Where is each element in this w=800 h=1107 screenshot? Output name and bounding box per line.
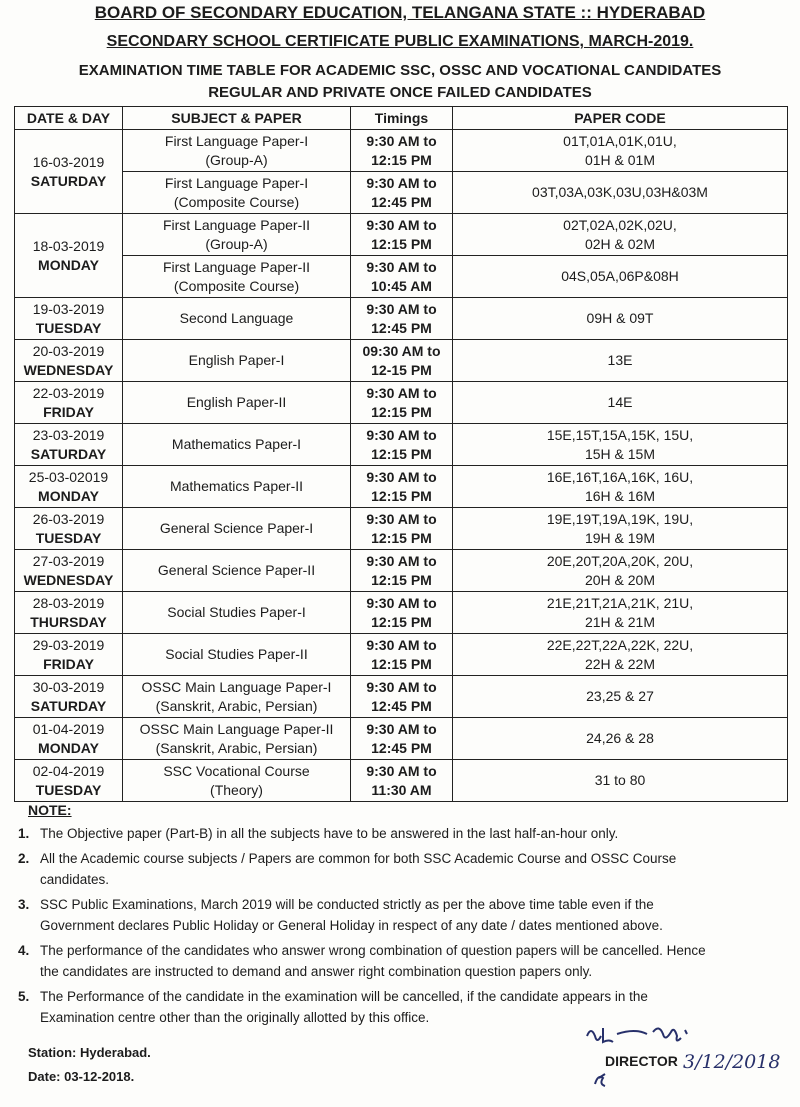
subject-cell-line: (Sanskrit, Arabic, Persian) (155, 739, 318, 756)
subject-cell-line: First Language Paper-II (162, 258, 311, 275)
subject-cell-line: (Composite Course) (173, 277, 300, 294)
paper-code-cell-line: 31 to 80 (594, 772, 646, 788)
subject-cell-line: General Science Paper-I (159, 520, 314, 536)
subject-cell (123, 634, 351, 676)
timing-cell-line: 12:15 PM (371, 529, 432, 546)
timing-cell-line: 9:30 AM to (366, 468, 437, 485)
exam-day: SATURDAY (30, 445, 107, 462)
note-item (18, 848, 718, 890)
note-text: SSC Public Examinations, March 2019 will be conducted strictly as per the above time table even if the Government declares Public Holiday or General Holiday in respect of any date / dates mentioned above. (40, 897, 663, 933)
paper-code-cell-line: 20H & 20M (584, 571, 656, 588)
signature-date: 3/12/2018 (683, 1051, 781, 1073)
column-header: SUBJECT & PAPER (123, 107, 351, 130)
note-number: 2. (18, 851, 30, 866)
exam-day: TUESDAY (35, 319, 102, 336)
timing-cell-line: 11:30 AM (371, 781, 432, 798)
station: Station: Hyderabad. (28, 1045, 151, 1060)
table-row (15, 676, 788, 718)
timing-cell (351, 172, 453, 214)
exam-day: WEDNESDAY (23, 361, 114, 378)
timing-cell-line: 9:30 AM to (366, 762, 437, 779)
subject-cell-line: (Group-A) (205, 235, 268, 252)
paper-code-cell-line: 22H & 22M (584, 655, 656, 672)
timing-cell (351, 634, 453, 676)
paper-code-cell-line: 20E,20T,20A,20K, 20U, (546, 552, 694, 569)
timing-cell-line: 12:15 PM (371, 571, 432, 588)
table-row (15, 382, 788, 424)
table-row (15, 592, 788, 634)
subject-cell-line: First Language Paper-I (164, 174, 309, 191)
column-header: DATE & DAY (15, 107, 123, 130)
paper-code-cell-line: 03T,03A,03K,03U,03H&03M (532, 184, 708, 200)
date-cell (15, 424, 123, 466)
timing-cell (351, 718, 453, 760)
timing-cell-line: 9:30 AM to (366, 510, 437, 527)
subject-cell (123, 508, 351, 550)
table-row (15, 172, 788, 214)
exam-day: FRIDAY (43, 403, 94, 420)
paper-code-cell-line: 15E,15T,15A,15K, 15U, (546, 426, 694, 443)
table-row (15, 256, 788, 298)
paper-code-cell (453, 592, 788, 634)
timing-cell-line: 12:15 PM (371, 655, 432, 672)
table-row (15, 550, 788, 592)
paper-code-cell-line: 09H & 09T (586, 310, 654, 326)
note-item (18, 894, 718, 936)
timing-cell-line: 12:45 PM (371, 739, 432, 756)
timing-cell (351, 214, 453, 256)
paper-code-cell (453, 382, 788, 424)
note-title: NOTE: (28, 802, 72, 818)
paper-code-cell-line: 22E,22T,22A,22K, 22U, (546, 636, 694, 653)
timing-cell-line: 12-15 PM (371, 361, 432, 378)
subject-cell-line: General Science Paper-II (157, 562, 316, 578)
candidates-subtitle: REGULAR AND PRIVATE ONCE FAILED CANDIDATES (208, 84, 592, 101)
timetable-body (15, 130, 788, 802)
timing-cell (351, 340, 453, 382)
date-cell (15, 676, 123, 718)
subject-cell-line: Mathematics Paper-II (169, 478, 304, 494)
timing-cell-line: 12:15 PM (371, 445, 432, 462)
table-row (15, 508, 788, 550)
timing-cell (351, 424, 453, 466)
paper-code-cell (453, 298, 788, 340)
exam-day: MONDAY (38, 487, 99, 504)
subject-cell-line: OSSC Main Language Paper-II (139, 720, 334, 737)
exam-date: 29-03-2019 (32, 636, 105, 653)
paper-code-cell (453, 340, 788, 382)
timing-cell (351, 676, 453, 718)
paper-code-cell (453, 676, 788, 718)
paper-code-cell-line: 14E (607, 394, 633, 410)
subject-cell-line: First Language Paper-II (162, 216, 311, 233)
subject-cell-line: (Sanskrit, Arabic, Persian) (155, 697, 318, 714)
timing-cell-line: 9:30 AM to (366, 174, 437, 191)
timing-cell-line: 9:30 AM to (366, 594, 437, 611)
timing-cell-line: 9:30 AM to (366, 258, 437, 275)
subject-cell (123, 382, 351, 424)
subject-cell (123, 130, 351, 172)
exam-day: MONDAY (38, 256, 99, 273)
paper-code-cell-line: 21H & 21M (584, 613, 656, 630)
paper-code-cell-line: 19H & 19M (584, 529, 656, 546)
date-cell (15, 466, 123, 508)
timing-cell (351, 382, 453, 424)
exam-date: 19-03-2019 (32, 300, 105, 317)
date-cell (15, 214, 123, 298)
exam-day: TUESDAY (35, 781, 102, 798)
column-header: Timings (351, 107, 453, 130)
paper-code-cell-line: 21E,21T,21A,21K, 21U, (546, 594, 694, 611)
subject-cell-line: SSC Vocational Course (163, 762, 310, 779)
note-item (18, 940, 718, 982)
date-cell (15, 718, 123, 760)
subject-cell-line: Social Studies Paper-II (165, 646, 308, 662)
director-label: DIRECTOR (605, 1053, 678, 1069)
table-row (15, 634, 788, 676)
subject-cell-line: Mathematics Paper-I (171, 436, 302, 452)
date-cell (15, 298, 123, 340)
subject-cell-line: English Paper-II (186, 394, 287, 410)
exam-date: 02-04-2019 (32, 762, 105, 779)
exam-date: 18-03-2019 (32, 237, 105, 254)
timing-cell-line: 9:30 AM to (366, 636, 437, 653)
date-cell (15, 340, 123, 382)
paper-code-cell-line: 24,26 & 28 (586, 730, 654, 746)
timing-cell-line: 9:30 AM to (366, 678, 437, 695)
exam-day: SATURDAY (30, 172, 107, 189)
exam-day: THURSDAY (30, 613, 107, 630)
note-text: All the Academic course subjects / Papers are common for both SSC Academic Course and OSSC Course candidates. (40, 851, 677, 887)
timing-cell (351, 130, 453, 172)
timing-cell (351, 256, 453, 298)
exam-day: WEDNESDAY (23, 571, 114, 588)
exam-date: 28-03-2019 (32, 594, 105, 611)
note-number: 5. (18, 989, 30, 1004)
table-row (15, 718, 788, 760)
note-number: 1. (18, 826, 30, 841)
subject-cell-line: First Language Paper-I (164, 132, 309, 149)
note-text: The Performance of the candidate in the examination will be cancelled, if the candidate appears in the Examination centre other than the originally allotted by this office. (40, 989, 648, 1025)
timing-cell (351, 550, 453, 592)
notes-list (18, 823, 718, 1032)
paper-code-cell-line: 02H & 02M (584, 235, 656, 252)
subject-cell (123, 466, 351, 508)
date-cell (15, 130, 123, 214)
timing-cell-line: 9:30 AM to (366, 552, 437, 569)
paper-code-cell (453, 466, 788, 508)
subject-cell (123, 424, 351, 466)
exam-timetable (14, 106, 788, 802)
timing-cell (351, 298, 453, 340)
table-header-row (15, 107, 788, 130)
timing-cell-line: 9:30 AM to (366, 720, 437, 737)
subject-cell (123, 718, 351, 760)
timing-cell-line: 9:30 AM to (366, 300, 437, 317)
date-cell (15, 508, 123, 550)
note-text: The Objective paper (Part-B) in all the subjects have to be answered in the last half-an-hour only. (40, 826, 619, 841)
paper-code-cell-line: 13E (607, 352, 633, 368)
timing-cell-line: 12:45 PM (371, 697, 432, 714)
exam-date: 01-04-2019 (32, 720, 105, 737)
exam-title: SECONDARY SCHOOL CERTIFICATE PUBLIC EXAMINATIONS, MARCH-2019. (106, 33, 694, 50)
paper-code-cell (453, 550, 788, 592)
subject-cell (123, 592, 351, 634)
paper-code-cell (453, 214, 788, 256)
date-cell (15, 760, 123, 802)
timing-cell (351, 592, 453, 634)
exam-day: FRIDAY (43, 655, 94, 672)
subject-cell-line: (Group-A) (205, 151, 268, 168)
subject-cell (123, 172, 351, 214)
timetable-title: EXAMINATION TIME TABLE FOR ACADEMIC SSC, OSSC AND VOCATIONAL CANDIDATES (78, 62, 722, 79)
paper-code-cell (453, 130, 788, 172)
paper-code-cell-line: 01H & 01M (584, 151, 656, 168)
exam-date: 16-03-2019 (32, 153, 105, 170)
paper-code-cell (453, 172, 788, 214)
note-number: 3. (18, 897, 30, 912)
table-row (15, 298, 788, 340)
exam-day: MONDAY (38, 739, 99, 756)
exam-date: 20-03-2019 (32, 342, 105, 359)
timing-cell-line: 12:15 PM (371, 235, 432, 252)
timing-cell-line: 12:15 PM (371, 487, 432, 504)
timing-cell-line: 9:30 AM to (366, 426, 437, 443)
paper-code-cell-line: 02T,02A,02K,02U, (563, 216, 677, 233)
date-cell (15, 382, 123, 424)
timing-cell-line: 09:30 AM to (362, 342, 441, 359)
timing-cell-line: 9:30 AM to (366, 216, 437, 233)
timing-cell (351, 760, 453, 802)
exam-date: 23-03-2019 (32, 426, 105, 443)
timing-cell-line: 9:30 AM to (366, 384, 437, 401)
table-row (15, 340, 788, 382)
date-cell (15, 592, 123, 634)
exam-date: 26-03-2019 (32, 510, 105, 527)
paper-code-cell (453, 424, 788, 466)
subject-cell-line: OSSC Main Language Paper-I (141, 678, 332, 695)
subject-cell (123, 298, 351, 340)
paper-code-cell-line: 01T,01A,01K,01U, (563, 132, 677, 149)
paper-code-cell-line: 04S,05A,06P&08H (561, 268, 679, 284)
issue-date: Date: 03-12-2018. (28, 1069, 135, 1084)
paper-code-cell (453, 718, 788, 760)
paper-code-cell-line: 16E,16T,16A,16K, 16U, (546, 468, 694, 485)
table-row (15, 424, 788, 466)
subject-cell-line: English Paper-I (188, 352, 285, 368)
subject-cell-line: Second Language (179, 310, 294, 326)
paper-code-cell (453, 634, 788, 676)
subject-cell (123, 214, 351, 256)
exam-date: 27-03-2019 (32, 552, 105, 569)
subject-cell-line: (Composite Course) (173, 193, 300, 210)
subject-cell (123, 256, 351, 298)
column-header: PAPER CODE (453, 107, 788, 130)
timing-cell (351, 508, 453, 550)
paper-code-cell-line: 16H & 16M (584, 487, 656, 504)
timing-cell-line: 9:30 AM to (366, 132, 437, 149)
date-cell (15, 550, 123, 592)
subject-cell-line: (Theory) (210, 781, 263, 798)
paper-code-cell (453, 508, 788, 550)
note-item (18, 823, 718, 844)
paper-code-cell (453, 256, 788, 298)
table-row (15, 760, 788, 802)
paper-code-cell-line: 15H & 15M (584, 445, 656, 462)
timing-cell-line: 12:15 PM (371, 403, 432, 420)
exam-date: 30-03-2019 (32, 678, 105, 695)
paper-code-cell-line: 23,25 & 27 (586, 688, 654, 704)
timing-cell-line: 10:45 AM (371, 277, 432, 294)
subject-cell (123, 550, 351, 592)
timing-cell-line: 12:45 PM (371, 193, 432, 210)
timing-cell-line: 12:15 PM (371, 151, 432, 168)
note-number: 4. (18, 943, 30, 958)
table-row (15, 214, 788, 256)
board-title: BOARD OF SECONDARY EDUCATION, TELANGANA STATE :: HYDERABAD (94, 3, 706, 22)
timing-cell-line: 12:45 PM (371, 319, 432, 336)
table-row (15, 130, 788, 172)
exam-date: 22-03-2019 (32, 384, 105, 401)
exam-day: TUESDAY (35, 529, 102, 546)
note-text: The performance of the candidates who answer wrong combination of question papers will be cancelled. Hence the candidates are instructed to demand and answer right combination question papers only. (40, 943, 706, 979)
subject-cell-line: Social Studies Paper-I (167, 604, 306, 620)
exam-day: SATURDAY (30, 697, 107, 714)
timing-cell-line: 12:15 PM (371, 613, 432, 630)
date-cell (15, 634, 123, 676)
paper-code-cell (453, 760, 788, 802)
subject-cell (123, 340, 351, 382)
exam-date: 25-03-02019 (28, 468, 109, 485)
subject-cell (123, 760, 351, 802)
table-row (15, 466, 788, 508)
subject-cell (123, 676, 351, 718)
paper-code-cell-line: 19E,19T,19A,19K, 19U, (546, 510, 694, 527)
timing-cell (351, 466, 453, 508)
